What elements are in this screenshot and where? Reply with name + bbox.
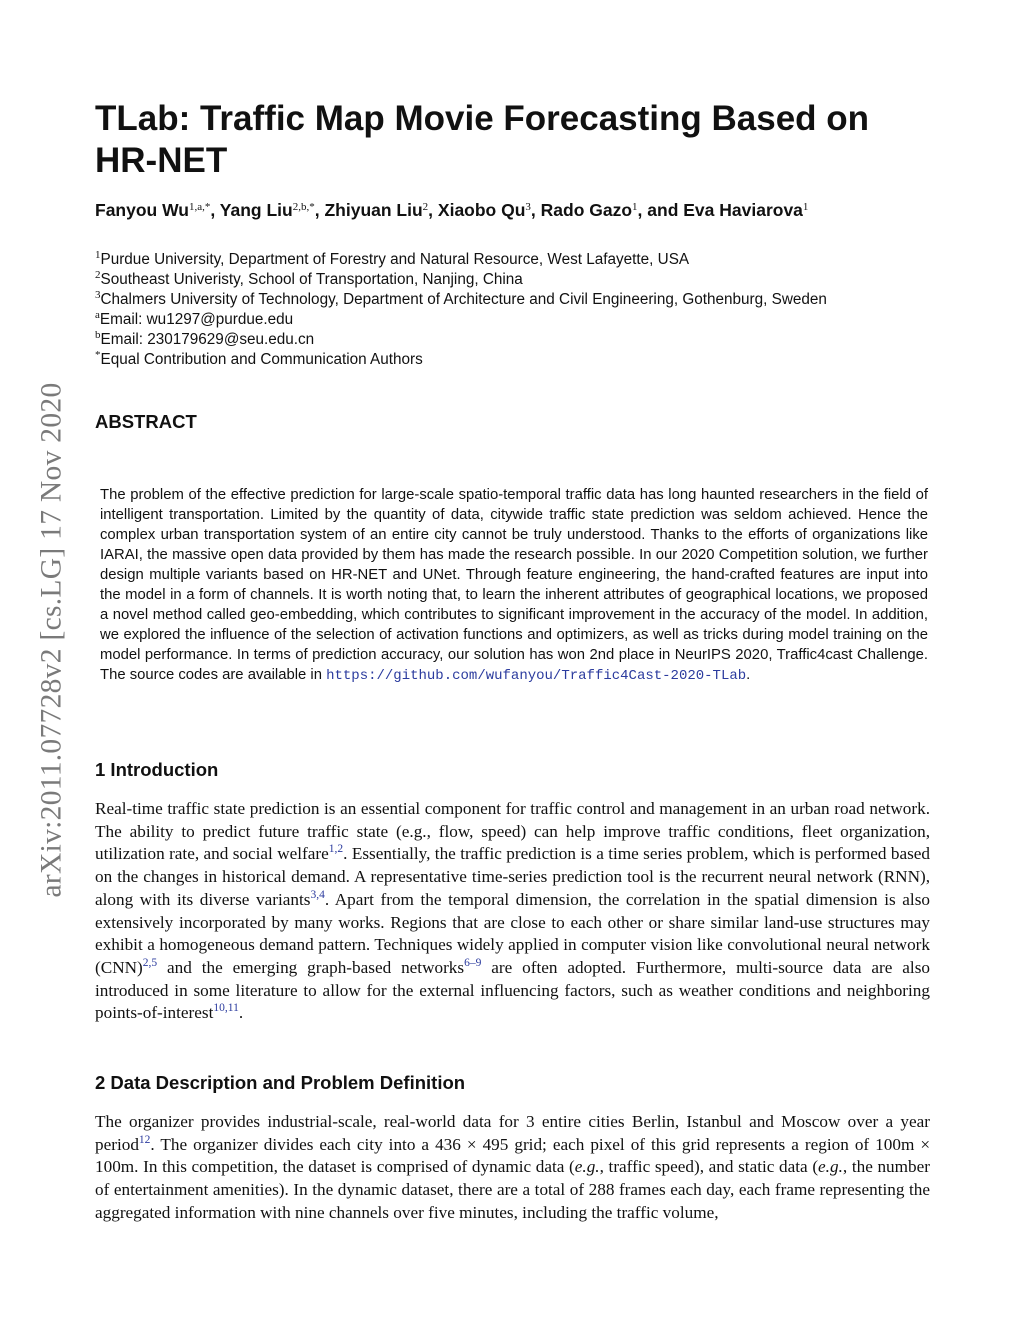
section-heading-introduction: 1 Introduction	[95, 759, 219, 780]
affiliation-email: $^b$Email: 230179629@seu.edu.cn	[95, 329, 315, 348]
author: Xiaobo Qu$^3$,	[437, 200, 541, 220]
data-description-paragraph: The organizer provides industrial-scale, real-world data for 3 entire cities Berlin, Istanbul and Moscow over a year period$^{12}$. The organizer divides each city into a 436 × 495 grid; each pixel of this grid represents a region of 100m × 100m. In this competition, the dataset is comprised of dynamic data (e.g., traffic speed), and static data (e.g., the number of entertainment amenities). In the dynamic dataset, there are a total of 288 frames each day, each frame representing the aggregated information with nine channels over five minutes, including the traffic volume,	[95, 1112, 931, 1222]
grid-resolution: 100m × 100m	[95, 1134, 931, 1177]
arxiv-identifier: arXiv:2011.07728v2 [cs.LG] 17 Nov 2020	[35, 382, 68, 898]
affiliation: $^2$Southeast Univeristy, School of Transportation, Nanjing, China	[95, 269, 523, 288]
affiliation: $^1$Purdue University, Department of Forestry and Natural Resource, West Lafayette, USA	[95, 249, 690, 268]
citation-link[interactable]: 2,5	[142, 956, 158, 969]
abstract-text: The problem of the effective prediction for large-scale spatio-temporal traffic data has long haunted researchers in the field of intelligent transportation. Limited by the quantity of data, citywide traffic state prediction was seldom achieved. Hence the complex urban transportation system of an entire city cannot be truly understood. Thanks to the efforts of organizations like IARAI, the massive open data provided by them has made the research possible. In our 2020 Competition solution, we further design multiple variants based on HR-NET and UNet. Through feature engineering, the hand-crafted features are input into the model in a form of channels. It is worth noting that, to learn the inherent attributes of geographical locations, we proposed a novel method called geo-embedding, which contributes to significant improvement in the accuracy of the model. In addition, we explored the influence of the selection of activation functions and optimizers, as well as tricks during model training on the model performance. In terms of prediction accuracy, our solution has won 2nd place in NeurIPS 2020, Traffic4cast Challenge. The source codes are available in https://github.com/wufanyou/Traffic4Cast-2020-TLab.	[100, 487, 928, 684]
affiliation-email: $^a$Email: wu1297@purdue.edu	[95, 309, 294, 328]
abstract-heading: ABSTRACT	[95, 411, 197, 432]
affiliation: $^3$Chalmers University of Technology, Department of Architecture and Civil Engineering, Gothenburg, Sweden	[95, 289, 827, 308]
author: Zhiyuan Liu$^2$,	[324, 200, 438, 220]
section-heading-data: 2 Data Description and Problem Definition	[95, 1072, 466, 1093]
author: Yang Liu$^{2,b,*}$,	[219, 200, 325, 220]
author: Rado Gazo$^1$, and	[540, 200, 684, 220]
introduction-paragraph: Real-time traffic state prediction is an essential component for traffic control and management in an urban road network. The ability to predict future traffic state (e.g., flow, speed) can help improve traffic conditions, fleet organization, utilization rate, and social welfare$^{1,2}$. Essentially, the traffic prediction is a time series problem, which is performed based on the changes in historical demand. A representative time-series prediction tool is the recurrent neural network (RNN), along with its diverse variants$^{3,4}$. Apart from the temporal dimension, the correlation in the spatial dimension is also extensively incorporated by many works. Regions that are close to each other or share similar land-use structures may exhibit a homogeneous demand pattern. Techniques widely applied in computer vision like convolutional neural network (CNN)$^{2,5}$ and the emerging graph-based networks$^{6-9}$ are often adopted. Furthermore, multi-source data are also introduced in some literature to allow for the external influencing factors, such as weather conditions and neighboring points-of-interest$^{10,11}$.	[95, 799, 931, 1023]
citation-link[interactable]: 3,4	[310, 888, 325, 901]
citation-link[interactable]: 6–9	[464, 956, 482, 969]
citation-link[interactable]: 1,2	[328, 843, 344, 856]
affiliation-list	[95, 250, 975, 370]
author: Fanyou $Wu^{1,a,*}$,	[95, 200, 220, 220]
affiliation-note: *Equal Contribution and Communication Authors	[95, 349, 423, 368]
author: Eva Haviarova$^1$	[683, 200, 809, 220]
author-list	[95, 200, 975, 221]
paper-title: TLab: Traffic Map Movie Forecasting Based on HR-NET	[95, 99, 870, 180]
citation-link[interactable]: 10,11	[213, 1002, 239, 1015]
source-code-link[interactable]: https://github.com/wufanyou/Traffic4Cast-2020-TLab	[326, 668, 747, 684]
citation-link[interactable]: 12	[138, 1133, 151, 1146]
